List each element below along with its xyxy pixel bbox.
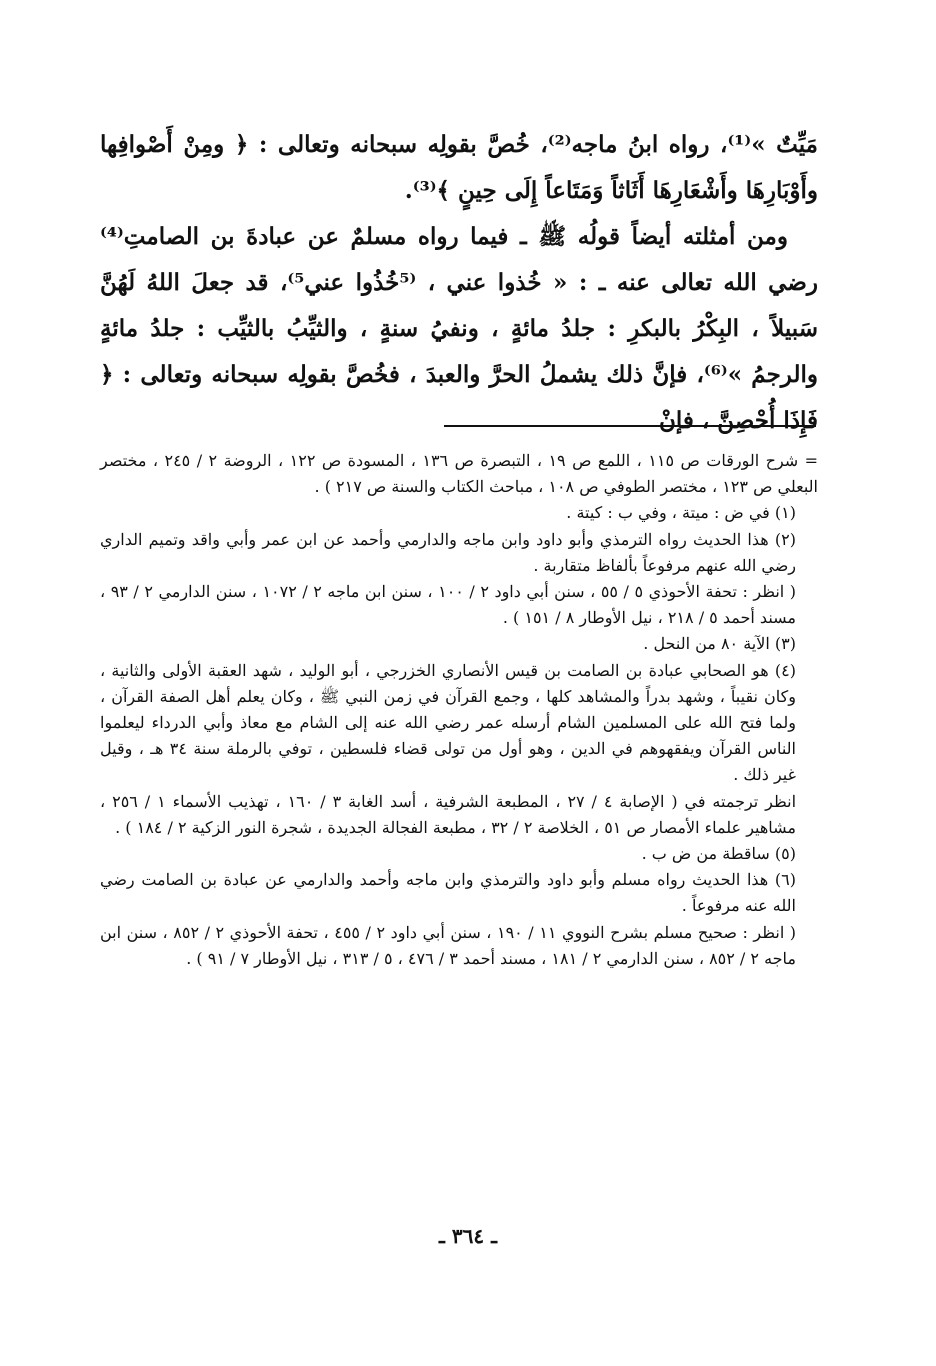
page-number: ـ ٣٦٤ ـ	[439, 1224, 497, 1248]
footnote-2-references: ( انظر : تحفة الأحوذي ٥ / ٥٥ ، سنن أبي داود ٢ / ١٠٠ ، سنن ابن ماجه ٢ / ١٠٧٢ ، سنن الدارمي ٢ / ٩٣ ، مسند أحمد ٥ / ٢١٨ ، نيل الأوطار ٨ / ١٥١ ) .	[100, 582, 797, 628]
footnote-6: (٦) هذا الحديث رواه مسلم وأبو داود والترمذي وابن ماجه وأحمد والدارمي عن عبادة بن الصامت رضي الله عنه مرفوعاً .	[100, 870, 796, 916]
main-text-body	[100, 122, 818, 444]
footnote-separator	[444, 425, 816, 427]
footnote-3: (٣) الآية ٨٠ من النحل .	[643, 634, 796, 654]
main-paragraph: مَيِّتٌ »⁽¹⁾، رواه ابنُ ماجه⁽²⁾، خُصَّ بقولِه سبحانه وتعالى : ﴿ ومِنْ أَصْوافِها وأَوْبَارِهَا وأَشْعَارِهَا أَثَاثاً وَمَتَاعاً إِلَى حِينٍ ﴾⁽³⁾.	[100, 131, 818, 204]
footnote-4: (٤) هو الصحابي عبادة بن الصامت بن قيس الأنصاري الخزرجي ، أبو الوليد ، شهد العقبة الأولى والثانية ، وكان نقيباً ، وشهد بدراً والمشاهد كلها ، وجمع القرآن في زمن النبي ﷺ ، وكان يعلم أهل الصفة القرآن ، ولما فتح الله على المسلمين الشام أرسله عمر رضي الله عنه إلى الشام مع معاذ وأبي الدرداء ليعلموا الناس القرآن ويفقهوهم في الدين ، وهو أول من تولى قضاء فلسطين ، توفي بالرملة سنة ٣٤ هـ ، وقيل غير ذلك .	[100, 660, 797, 785]
footnote-carryover: = شرح الورقات ص ١١٥ ، اللمع ص ١٩ ، التبصرة ص ١٣٦ ، المسودة ص ١٢٢ ، الروضة ٢ / ٢٤٥ ، مختصر البعلي ص ١٢٣ ، مختصر الطوفي ص ١٠٨ ، مباحث الكتاب والسنة ص ٢١٧ ) .	[100, 451, 819, 497]
main-paragraph: ومن أمثلته أيضاً قولُه ﷺ ـ فيما رواه مسلمٌ عن عبادةَ بن الصامتِ⁽⁴⁾ رضي الله تعالى عنه ـ : « خُذوا عني ، ⁽⁵خُذُوا عني⁵⁾، قد جعلَ اللهُ لَهُنَّ سَبيلاً ، البِكْرُ بالبكرِ : جلدُ مائةٍ ، ونفيُ سنةٍ ، والثيِّبُ بالثيِّب : جلدُ مائةٍ والرجمُ »⁽⁶⁾، فإنَّ ذلك يشملُ الحرَّ والعبدَ ، فخُصَّ بقولِه سبحانه وتعالى : ﴿ فَإِذَا أُحْصِنَّ ، فإنْ	[100, 223, 818, 434]
footnote-2: (٢) هذا الحديث رواه الترمذي وأبو داود وابن ماجه والدارمي وأحمد عن ابن عمر وأبي واقد وتميم الداري رضي الله عنهم مرفوعاً بألفاظ متقاربة .	[100, 529, 796, 575]
footnote-6-references: ( انظر : صحيح مسلم بشرح النووي ١١ / ١٩٠ ، سنن أبي داود ٢ / ٤٥٥ ، تحفة الأحوذي ٢ / ٨٥٢ ، سنن ابن ماجه ٢ / ٨٥٢ ، سنن الدارمي ٢ / ١٨١ ، مسند أحمد ٣ / ٤٧٦ ، ٥ / ٣١٣ ، نيل الأوطار ٧ / ٩١ ) .	[100, 922, 797, 968]
footnote-5: (٥) ساقطة من ض ب .	[641, 844, 796, 864]
footnote-1: (١) في ض : ميتة ، وفي ب : كيتة .	[566, 503, 796, 523]
footnote-4-references: انظر ترجمته في ( الإصابة ٤ / ٢٧ ، المطبعة الشرفية ، أسد الغابة ٣ / ١٦٠ ، تهذيب الأسماء ١ / ٢٥٦ ، مشاهير علماء الأمصار ص ٥١ ، الخلاصة ٢ / ٣٢ ، مطبعة الفجالة الجديدة ، شجرة النور الزكية ٢ / ١٨٤ ) .	[100, 791, 797, 837]
footnotes-section	[100, 448, 818, 972]
